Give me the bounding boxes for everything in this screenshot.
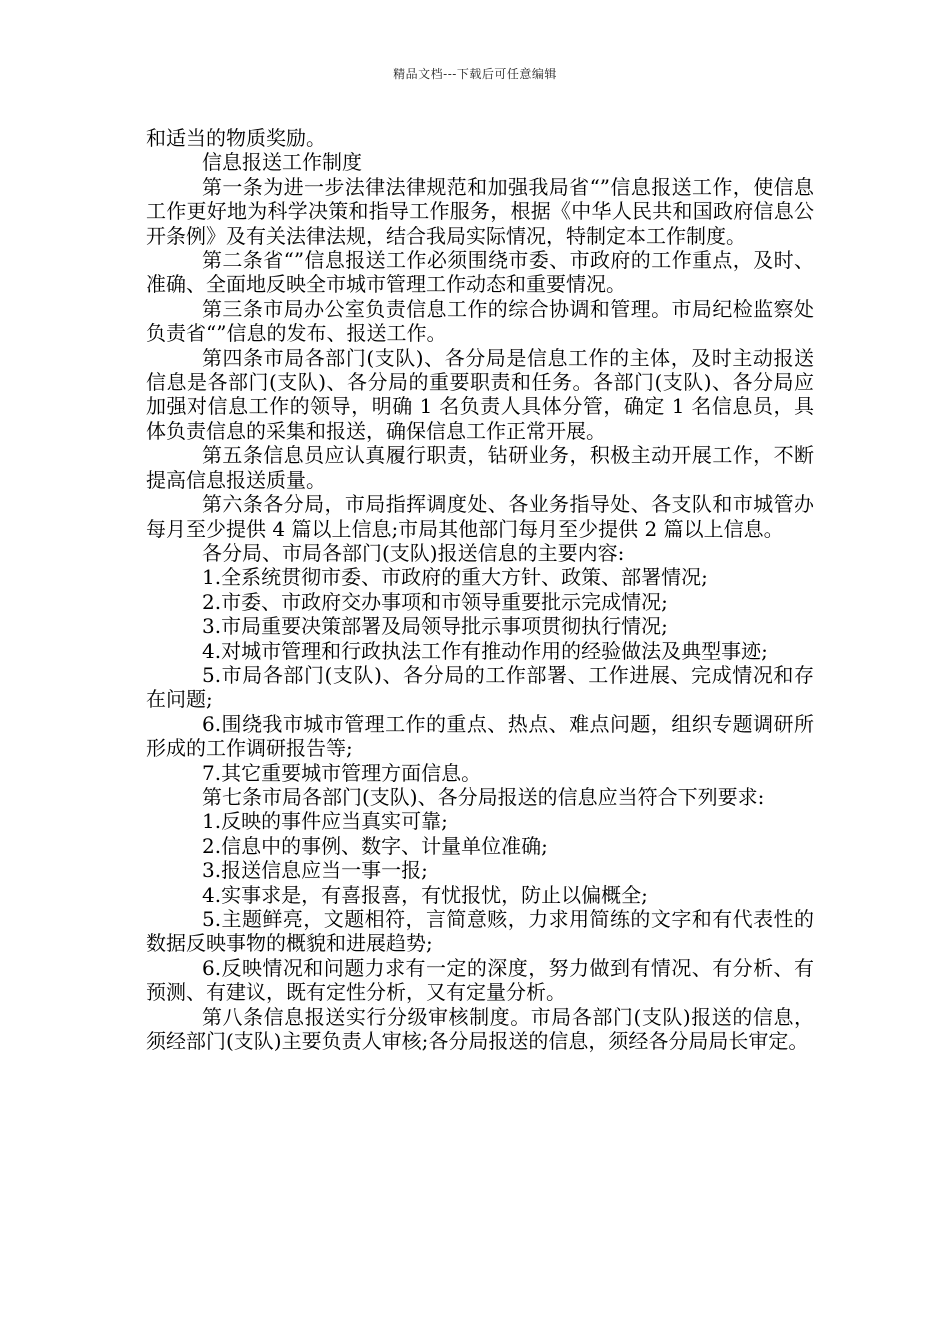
paragraph: 第三条市局办公室负责信息工作的综合协调和管理。市局纪检监察处负责省“”信息的发布、报送工作。 <box>146 296 814 346</box>
paragraph: 第七条市局各部门(支队)、各分局报送的信息应当符合下列要求: <box>202 784 765 809</box>
list-item: 7.其它重要城市管理方面信息。 <box>202 760 482 785</box>
paragraph: 第八条信息报送实行分级审核制度。市局各部门(支队)报送的信息，须经部门(支队)主要负责人审核;各分局报送的信息，须经各分局局长审定。 <box>146 1004 814 1054</box>
list-item: 2.信息中的事例、数字、计量单位准确; <box>202 833 548 858</box>
paragraph: 和适当的物质奖励。 <box>146 126 326 150</box>
list-item: 4.对城市管理和行政执法工作有推动作用的经验做法及典型事迹; <box>202 638 768 663</box>
paragraph: 各分局、市局各部门(支队)报送信息的主要内容: <box>202 540 625 565</box>
page-header: 精品文档---下载后可任意编辑 <box>393 67 557 81</box>
list-item: 4.实事求是，有喜报喜，有忧报忧，防止以偏概全; <box>202 882 648 907</box>
list-item: 3.市局重要决策部署及局领导批示事项贯彻执行情况; <box>202 614 668 639</box>
list-item: 3.报送信息应当一事一报; <box>202 858 428 883</box>
paragraph: 第四条市局各部门(支队)、各分局是信息工作的主体，及时主动报送信息是各部门(支队)、各分局的重要职责和任务。各部门(支队)、各分局应加强对信息工作的领导，明确 1 名负责人具体分管，确定 1 名信息员，具体负责信息的采集和报送，确保信息工作正常开展。 <box>146 345 814 443</box>
paragraph: 第一条为进一步法律法律规范和加强我局省“”信息报送工作，使信息工作更好地为科学决策和指导工作服务，根据《中华人民共和国政府信息公开条例》及有关法律法规，结合我局实际情况，特制定本工作制度。 <box>146 174 814 248</box>
section-title: 信息报送工作制度 <box>202 150 362 175</box>
paragraph: 第五条信息员应认真履行职责，钻研业务，积极主动开展工作，不断提高信息报送质量。 <box>146 443 814 492</box>
list-item: 2.市委、市政府交办事项和市领导重要批示完成情况; <box>202 589 668 614</box>
list-item: 1.反映的事件应当真实可靠; <box>202 809 448 834</box>
list-item: 1.全系统贯彻市委、市政府的重大方针、政策、部署情况; <box>202 565 708 590</box>
list-item: 5.市局各部门(支队)、各分局的工作部署、工作进展、完成情况和存在问题; <box>146 662 814 712</box>
list-item: 6.反映情况和问题力求有一定的深度，努力做到有情况、有分析、有预测、有建议，既有定性分析，又有定量分析。 <box>146 955 814 1005</box>
list-item: 6.围绕我市城市管理工作的重点、热点、难点问题，组织专题调研所形成的工作调研报告等; <box>146 711 814 761</box>
paragraph: 第六条各分局，市局指挥调度处、各业务指导处、各支队和市城管办每月至少提供 4 篇以上信息;市局其他部门每月至少提供 2 篇以上信息。 <box>146 492 814 541</box>
paragraph: 第二条省“”信息报送工作必须围绕市委、市政府的工作重点，及时、准确、全面地反映全市城市管理工作动态和重要情况。 <box>146 248 814 297</box>
document-body <box>146 126 814 1053</box>
list-item: 5.主题鲜亮，文题相符，言简意赅，力求用简练的文字和有代表性的数据反映事物的概貌和进展趋势; <box>146 907 814 956</box>
